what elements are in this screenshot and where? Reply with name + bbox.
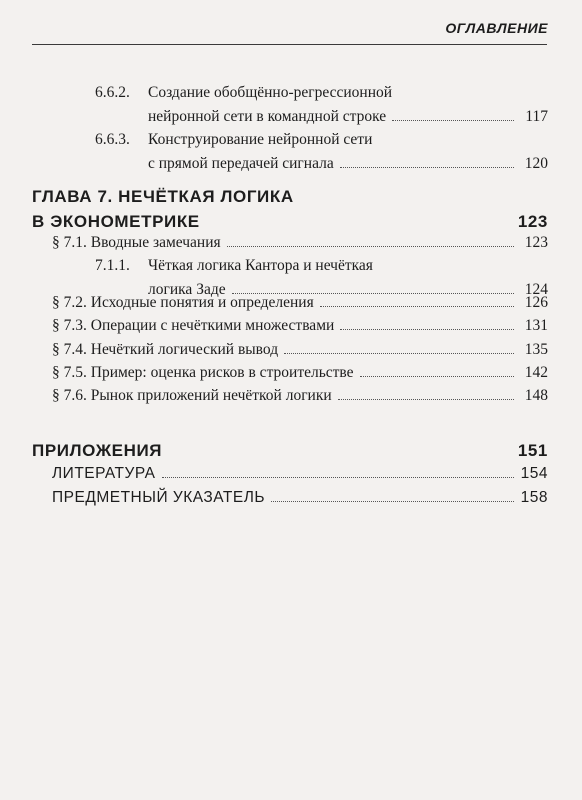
index-title: ПРЕДМЕТНЫЙ УКАЗАТЕЛЬ — [52, 489, 266, 506]
dot-leader — [162, 476, 514, 478]
toc-page-number: 123 — [517, 212, 548, 231]
toc-page-number: 123 — [524, 234, 548, 251]
toc-title-line: Создание обобщённо-регрессионной — [148, 84, 393, 101]
literature-title: ЛИТЕРАТУРА — [52, 465, 156, 482]
toc-title: § 7.4. Нечёткий логический вывод — [52, 341, 279, 358]
toc-line — [52, 341, 548, 359]
dot-leader — [271, 500, 514, 502]
toc-last-line — [148, 155, 548, 173]
toc-page-number: 124 — [524, 281, 548, 298]
toc-page-number: 135 — [524, 341, 548, 358]
toc-page-number: 142 — [524, 364, 548, 381]
toc-last-line — [32, 212, 548, 232]
toc-line — [52, 317, 548, 335]
dot-leader — [284, 352, 514, 354]
dot-leader — [340, 328, 514, 330]
toc-page-number: 117 — [525, 108, 548, 125]
toc-title: § 7.3. Операции с нечёткими множествами — [52, 317, 335, 334]
dot-leader — [340, 166, 514, 168]
chapter-title-line: ГЛАВА 7. НЕЧЁТКАЯ ЛОГИКА — [32, 187, 294, 206]
toc-title-line: Конструирование нейронной сети — [148, 131, 373, 148]
dot-leader — [227, 245, 514, 247]
chapter-title-line: В ЭКОНОМЕТРИКЕ — [32, 212, 200, 231]
header-rule — [32, 44, 547, 45]
toc-title-line: Чёткая логика Кантора и нечёткая — [148, 257, 373, 274]
dot-leader — [392, 119, 514, 121]
dot-leader — [338, 398, 514, 400]
toc-line — [52, 234, 548, 252]
toc-title: § 7.2. Исходные понятия и определения — [52, 294, 314, 311]
toc-page-number: 158 — [520, 489, 548, 506]
toc-page-number: 126 — [524, 294, 548, 311]
toc-page-number: 151 — [517, 441, 548, 460]
blank-leader — [206, 226, 514, 227]
toc-line — [52, 465, 548, 483]
toc-number: 6.6.2. — [95, 84, 130, 101]
dot-leader — [360, 375, 514, 377]
appendix-title: ПРИЛОЖЕНИЯ — [32, 441, 163, 460]
toc-page-number: 120 — [524, 155, 548, 172]
dot-leader — [320, 305, 514, 307]
toc-page-number: 154 — [520, 465, 548, 482]
toc-title-line: логика Заде — [148, 281, 226, 298]
toc-line — [52, 364, 548, 382]
toc-last-line — [148, 108, 548, 126]
running-header: ОГЛАВЛЕНИЕ — [445, 20, 548, 36]
toc-line — [52, 387, 548, 405]
toc-title-line: нейронной сети в командной строке — [148, 108, 387, 125]
toc-page-number: 148 — [524, 387, 548, 404]
toc-line — [32, 441, 548, 461]
toc-line — [52, 294, 548, 312]
toc-number: 6.6.3. — [95, 131, 130, 148]
toc-title: § 7.6. Рынок приложений нечёткой логики — [52, 387, 332, 404]
toc-title: § 7.5. Пример: оценка рисков в строительстве — [52, 364, 354, 381]
toc-number: 7.1.1. — [95, 257, 130, 274]
toc-page-number: 131 — [524, 317, 548, 334]
blank-leader — [168, 455, 514, 456]
toc-title-line: с прямой передачей сигнала — [148, 155, 334, 172]
toc-title: § 7.1. Вводные замечания — [52, 234, 221, 251]
toc-line — [52, 489, 548, 507]
